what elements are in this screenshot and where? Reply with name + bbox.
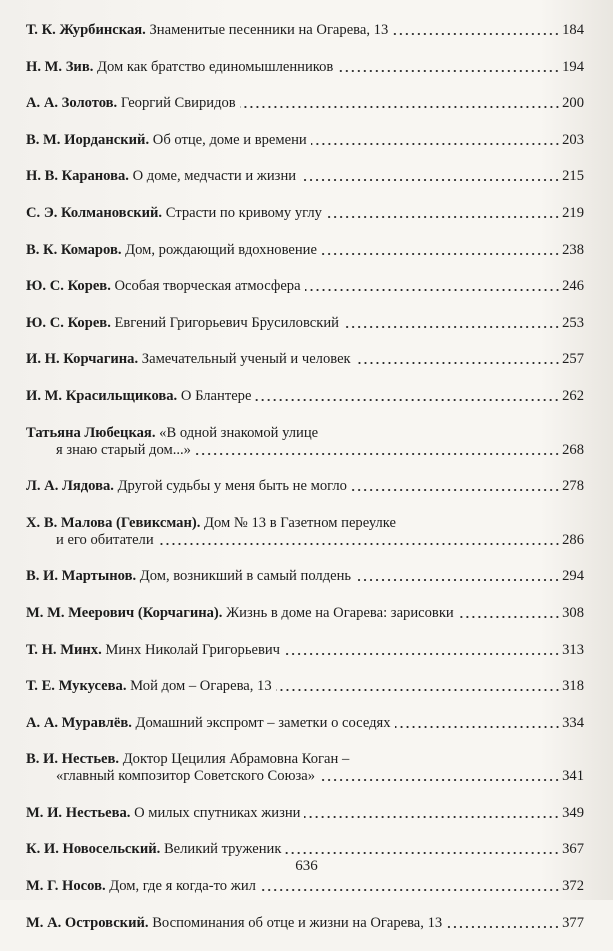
toc-page: 318 xyxy=(562,678,584,695)
toc-entry xyxy=(26,95,584,112)
toc-leader-dots xyxy=(158,532,560,546)
toc-entry xyxy=(26,132,584,149)
toc-page: 367 xyxy=(562,841,584,858)
page-number: 636 xyxy=(295,858,318,874)
toc-page: 308 xyxy=(562,604,584,621)
toc-title: Дом, рождающий вдохновение xyxy=(125,241,317,258)
toc-entry-line xyxy=(26,751,584,768)
toc-page: 203 xyxy=(562,131,584,148)
toc-author: Т. К. Журбинская. xyxy=(26,22,146,38)
toc-entry-line xyxy=(26,442,584,459)
toc-author: И. Н. Корчагина. xyxy=(26,351,139,368)
toc-title: Воспоминания об отце и жизни на Огарева, 13 xyxy=(152,914,443,931)
toc-author: Т. Е. Мукусева. xyxy=(26,678,127,695)
toc-entry xyxy=(26,59,584,76)
toc-title: Замечательный ученый и человек xyxy=(141,351,351,368)
toc-author: Ю. С. Корев. xyxy=(26,314,111,331)
toc-leader-dots xyxy=(284,642,560,656)
toc-author: С. Э. Колмановский. xyxy=(26,204,163,221)
toc-page: 294 xyxy=(562,568,584,585)
toc-author: А. А. Золотов. xyxy=(26,95,118,112)
toc-entry xyxy=(26,478,584,495)
toc-author: М. М. Меерович (Корчагина). xyxy=(26,604,223,621)
toc-leader-dots xyxy=(355,568,560,582)
toc-author: В. И. Нестьев. xyxy=(26,751,120,768)
toc-title: Великий труженик xyxy=(163,841,282,858)
toc-leader-dots xyxy=(260,878,560,892)
toc-page: 341 xyxy=(562,768,584,785)
toc-page: 268 xyxy=(562,441,584,458)
toc-entry-line xyxy=(26,425,584,442)
toc-author: М. И. Нестьева. xyxy=(26,804,131,821)
toc-page: 246 xyxy=(562,278,584,295)
toc-leader-dots xyxy=(240,95,560,109)
toc-page: 194 xyxy=(562,58,584,75)
toc-title-continued: я знаю старый дом...» xyxy=(56,441,191,458)
toc-leader-dots xyxy=(326,205,560,219)
toc-title: Дом как братство единомышленников xyxy=(97,58,334,75)
toc-leader-dots xyxy=(395,715,561,729)
toc-page: 262 xyxy=(562,387,584,404)
toc-title: Жизнь в доме на Огарева: зарисовки xyxy=(226,604,454,621)
toc-entry-line xyxy=(26,532,584,549)
toc-author: М. Г. Носов. xyxy=(26,878,106,895)
toc-author: В. К. Комаров. xyxy=(26,241,122,258)
toc-title: Мой дом – Огарева, 13 xyxy=(130,678,272,695)
toc-title: О доме, медчасти и жизни xyxy=(132,168,297,185)
toc-leader-dots xyxy=(446,915,560,929)
toc-author: Татьяна Любецкая. xyxy=(26,424,156,441)
toc-entry xyxy=(26,605,584,622)
toc-leader-dots xyxy=(304,805,560,819)
toc-author: Л. А. Лядова. xyxy=(26,478,114,495)
toc-author: К. И. Новосельский. xyxy=(26,841,161,858)
toc-page: 184 xyxy=(562,22,584,38)
toc-author: Н. В. Каранова. xyxy=(26,168,129,185)
toc-entry xyxy=(26,515,584,549)
table-of-contents xyxy=(26,22,584,951)
toc-page: 278 xyxy=(562,478,584,495)
toc-entry xyxy=(26,915,584,932)
toc-page: 257 xyxy=(562,351,584,368)
toc-title: Дом № 13 в Газетном переулке xyxy=(204,514,396,531)
toc-entry xyxy=(26,388,584,405)
toc-entry xyxy=(26,678,584,695)
toc-entry xyxy=(26,315,584,332)
toc-title: О милых спутниках жизни xyxy=(134,804,301,821)
toc-entry xyxy=(26,805,584,822)
toc-author: М. А. Островский. xyxy=(26,914,149,931)
toc-title: Доктор Цецилия Абрамовна Коган – xyxy=(122,751,350,768)
toc-entry xyxy=(26,841,584,858)
toc-entry-line xyxy=(26,768,584,785)
toc-title: Другой судьбы у меня быть не могло xyxy=(117,478,347,495)
toc-entry xyxy=(26,22,584,39)
toc-leader-dots xyxy=(311,132,560,146)
toc-title: Минх Николай Григорьевич xyxy=(105,641,280,658)
toc-title: О Блантере xyxy=(180,387,252,404)
toc-leader-dots xyxy=(355,351,560,365)
toc-title: Дом, где я когда-то жил xyxy=(109,878,256,895)
toc-title: Особая творческая атмосфера xyxy=(114,278,301,295)
toc-entry xyxy=(26,878,584,895)
toc-title: Знаменитые песенники на Огарева, 13 xyxy=(149,22,389,38)
toc-leader-dots xyxy=(255,388,560,402)
toc-page: 372 xyxy=(562,878,584,895)
toc-title: Евгений Григорьевич Брусиловский xyxy=(114,314,339,331)
toc-page: 253 xyxy=(562,314,584,331)
toc-leader-dots xyxy=(351,478,560,492)
toc-author: А. А. Муравлёв. xyxy=(26,714,132,731)
toc-leader-dots xyxy=(276,678,560,692)
toc-page: 377 xyxy=(562,914,584,931)
toc-title: Георгий Свиридов xyxy=(120,95,236,112)
toc-leader-dots xyxy=(319,768,560,782)
toc-leader-dots xyxy=(305,278,561,292)
toc-title-continued: и его обитатели xyxy=(56,531,154,548)
toc-entry xyxy=(26,278,584,295)
toc-leader-dots xyxy=(392,22,560,36)
toc-author: Н. М. Зив. xyxy=(26,58,94,75)
toc-entry xyxy=(26,242,584,259)
toc-leader-dots xyxy=(321,242,560,256)
toc-page: 349 xyxy=(562,804,584,821)
toc-leader-dots xyxy=(285,841,560,855)
toc-entry-line xyxy=(26,515,584,532)
toc-entry xyxy=(26,168,584,185)
toc-entry xyxy=(26,642,584,659)
toc-entry xyxy=(26,715,584,732)
toc-author: И. М. Красильщикова. xyxy=(26,387,178,404)
toc-title: «В одной знакомой улице xyxy=(159,424,319,441)
toc-page: 215 xyxy=(562,168,584,185)
toc-author: В. И. Мартынов. xyxy=(26,568,137,585)
toc-page: 238 xyxy=(562,241,584,258)
toc-page: 200 xyxy=(562,95,584,112)
toc-leader-dots xyxy=(300,168,560,182)
toc-leader-dots xyxy=(337,59,560,73)
toc-entry xyxy=(26,751,584,785)
toc-author: Т. Н. Минх. xyxy=(26,641,102,658)
toc-page: 286 xyxy=(562,531,584,548)
toc-title: Дом, возникший в самый полдень xyxy=(139,568,352,585)
toc-author: Ю. С. Корев. xyxy=(26,278,111,295)
toc-entry xyxy=(26,568,584,585)
toc-leader-dots xyxy=(195,442,560,456)
toc-leader-dots xyxy=(458,605,560,619)
toc-author: Х. В. Малова (Гевиксман). xyxy=(26,514,201,531)
toc-title: Об отце, доме и времени xyxy=(152,131,307,148)
toc-title-continued: «главный композитор Советского Союза» xyxy=(56,768,316,785)
toc-entry xyxy=(26,425,584,459)
toc-leader-dots xyxy=(343,315,560,329)
toc-page: 219 xyxy=(562,204,584,221)
toc-title: Домашний экспромт – заметки о соседях xyxy=(135,714,391,731)
toc-entry xyxy=(26,205,584,222)
toc-page: 313 xyxy=(562,641,584,658)
toc-entry xyxy=(26,351,584,368)
toc-author: В. М. Иорданский. xyxy=(26,131,150,148)
toc-page: 334 xyxy=(562,714,584,731)
toc-title: Страсти по кривому углу xyxy=(165,204,322,221)
